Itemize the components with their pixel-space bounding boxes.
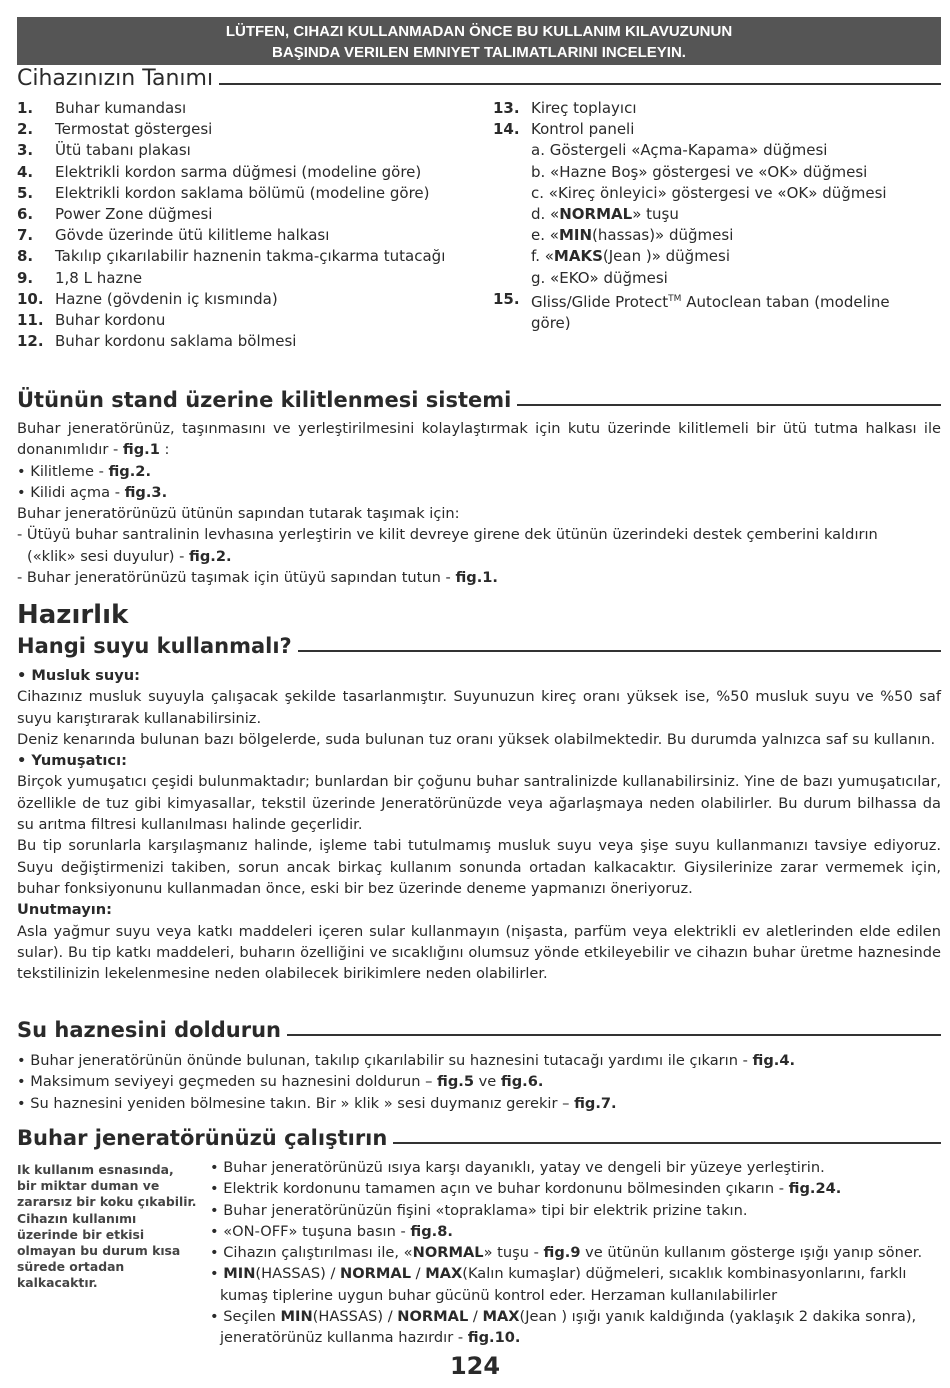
lock-section: Buhar jeneratörünüz, taşınmasını ve yerleştirilmesini kolaylaştırmak için kutu üzerinde kilitlemeli bir ütü tutma halkası ile donanımlıdır - fig.1 : • Kilitleme - fig.2. • Kilidi açma - fig.3. Buhar jeneratörünüzü ütünün sapından tutarak taşımak için: - Ütüyü buhar santralinin levhasına yerleştirin ve kilit devreye girene dek ütünün üzerindeki destek çemberini kaldırın («klik» sesi duyulur) - fig.2. - Buhar jeneratörünüzü taşımak için ütüyü sapından tutun - fig.1. xyxy=(17,420,941,587)
safety-banner xyxy=(17,17,941,65)
sub-item: b. «Hazne Boş» göstergesi ve «OK» düğmesi xyxy=(531,162,868,181)
parts-list-right xyxy=(493,98,890,334)
list-item: 2. Termostat göstergesi xyxy=(17,120,213,139)
lock-title: Ütünün stand üzerine kilitlenmesi sistemi xyxy=(17,388,512,412)
list-item: 5. Elektrikli kordon saklama bölümü (modeline göre) xyxy=(17,183,430,202)
page-number: 124 xyxy=(449,1352,501,1380)
banner-line-2: BAŞINDA VERILEN EMNIYET TALIMATLARINI INCELEYIN. xyxy=(272,44,686,61)
prep-title: Hazırlık xyxy=(17,600,129,630)
list-item: 9. 1,8 L hazne xyxy=(17,268,143,287)
heading-rule xyxy=(298,650,941,652)
list-item: 8. Takılıp çıkarılabilir haznenin takma-çıkarma tutacağı xyxy=(17,247,446,266)
lock-heading xyxy=(17,388,941,412)
list-item: 1. Buhar kumandası xyxy=(17,99,187,117)
list-item: 12. Buhar kordonu saklama bölmesi xyxy=(17,332,297,351)
sub-item: e. «MIN(hassas)» düğmesi xyxy=(531,226,734,245)
heading-rule xyxy=(219,83,941,85)
start-title: Buhar jeneratörünüzü çalıştırın xyxy=(17,1126,388,1150)
sub-item: g. «EKO» düğmesi xyxy=(531,268,668,287)
list-item: 11. Buhar kordonu xyxy=(17,311,166,330)
side-note: Ik kullanım esnasında, bir miktar duman ve zararsız bir koku çıkabilir. Cihazın kullanımı üzerinde bir etkisi olmayan bu durum kısa sürede ortadan kalkacaktır. xyxy=(17,1162,197,1291)
description-heading xyxy=(17,66,941,91)
list-item: 4. Elektrikli kordon sarma düğmesi (modeline göre) xyxy=(17,162,422,181)
start-heading xyxy=(17,1126,941,1150)
list-item: 13. Kireç toplayıcı xyxy=(493,99,637,117)
water-section: • Musluk suyu: Cihazınız musluk suyuyla çalışacak şekilde tasarlanmıştır. Suyunuzun kireç oranı yüksek ise, %50 musluk suyu ve %50 saf suyu karıştırarak kullanabilirsiniz. Deniz kenarında bulunan bazı bölgelerde, suda bulunan tuz oranı yüksek olabilmektedir. Bu durumda yalnızca saf su kullanın. • Yumuşatıcı: Birçok yumuşatıcı çeşidi bulunmaktadır; bunlardan bir çoğunu buhar santralinizde kullanabilirsiniz. Yine de bazı yumuşatıcılar, özellikle de tuz gibi kimyasallar, tekstil üzerinde Jeneratörünüzde veya ağarlaşmaya neden olabilirler. Bu durum bilhassa da su arıtma filtresi kullanılması halinde geçerlidir. Bu tip sorunlarla karşılaşmanız halinde, işleme tabi tutulmamış musluk suyu veya şişe suyu kullanmanızı tavsiye ediyoruz. Suyu değiştirmenizi takiben, sorun ancak birkaç kullanım sonunda ortadan kalkacaktır. Giysilerinize zarar vermemek için, buhar fonksiyonunu kullanmadan önce, eski bir bez üzerinde deneme yapmanızı öneriyoruz. Unutmayın: Asla yağmur suyu veya katkı maddeleri içeren sular kullanmayın (nişasta, parfüm veya elektrikli ev aletlerinden elde edilen sular). Bu tip katkı maddeleri, buharın özelliğini ve sıcaklığını olumsuz yönde etkileyebilir ve cihazın buhar üretme haznesinde tekstilinizin lekelenmesine neden olabilecek birikimlere neden olabilirler. xyxy=(17,667,941,983)
fill-section: • Buhar jeneratörünün önünde bulunan, takılıp çıkarılabilir su haznesini tutacağı yardımı ile çıkarın - fig.4. • Maksimum seviyeyi geçmeden su haznesini doldurun – fig.5 ve fig.6. • Su haznesini yeniden bölmesine takın. Bir » klik » sesi duymanız gerekir – fig.7. xyxy=(17,1052,796,1112)
list-item: 15. Gliss/Glide Protect™ Autoclean taban (modeline xyxy=(493,289,890,311)
banner-line-1: LÜTFEN, CIHAZI KULLANMADAN ÖNCE BU KULLANIM KILAVUZUNUN xyxy=(225,23,733,40)
sub-item: göre) xyxy=(531,314,571,333)
parts-list-left xyxy=(17,98,445,352)
description-title: Cihazınızın Tanımı xyxy=(17,66,214,91)
sub-item: a. Göstergeli «Açma-Kapama» düğmesi xyxy=(531,141,828,160)
water-title: Hangi suyu kullanmalı? xyxy=(17,634,292,658)
list-item: 6. Power Zone düğmesi xyxy=(17,205,213,224)
list-item: 14. Kontrol paneli xyxy=(493,120,635,139)
start-section: • Buhar jeneratörünüzü ısıya karşı dayanıklı, yatay ve dengeli bir yüzeye yerleştirin. • Elektrik kordonunu tamamen açın ve buhar kordonunu bölmesinden çıkarın - fig.24. • Buhar jeneratörünüzün fişini «topraklama» tipi bir elektrik prizine takın. • «ON-OFF» tuşuna basın - fig.8. • Cihazın çalıştırılması ile, «NORMAL» tuşu - fig.9 ve ütünün kullanım gösterge ışığı yanıp söner. • MIN(HASSAS) / NORMAL / MAX(Kalın kumaşlar) düğmeleri, sıcaklık kombinasyonlarını, farklı kumaş tiplerine uygun buhar gücünü kontrol eder. Herzaman kullanılabilirler • Seçilen MIN(HASSAS) / NORMAL / MAX(Jean ) ışığı yanık kaldığında (yaklaşık 2 dakika sonra), jeneratörünüz kullanma hazırdır - fig.10. xyxy=(210,1159,923,1347)
sub-item: c. «Kireç önleyici» göstergesi ve «OK» düğmesi xyxy=(531,183,887,202)
heading-rule xyxy=(393,1142,941,1144)
list-item: 7. Gövde üzerinde ütü kilitleme halkası xyxy=(17,226,330,245)
heading-rule xyxy=(517,404,941,406)
list-item: 3. Ütü tabanı plakası xyxy=(17,141,191,160)
heading-rule xyxy=(287,1034,941,1036)
list-item: 10. Hazne (gövdenin iç kısmında) xyxy=(17,289,278,308)
sub-item: d. «NORMAL» tuşu xyxy=(531,205,679,224)
fill-title: Su haznesini doldurun xyxy=(17,1018,281,1042)
water-heading xyxy=(17,634,941,658)
sub-item: f. «MAKS(Jean )» düğmesi xyxy=(531,247,731,266)
fill-heading xyxy=(17,1018,941,1042)
